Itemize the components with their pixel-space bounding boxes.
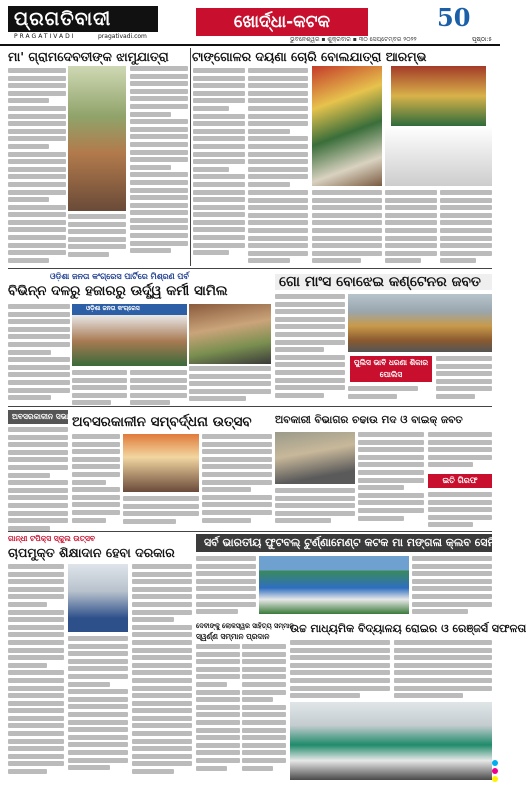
story-2-text-col-5	[385, 190, 437, 266]
story-7-photo-seizure	[275, 432, 355, 484]
story-11-photo-students	[290, 702, 492, 780]
newspaper-logo: ପ୍ରଗତିବାଦୀ	[8, 6, 158, 32]
story-3-photo-crowd	[189, 304, 271, 364]
story-11-text-col-1	[290, 640, 390, 700]
story-8-headline: ଚାପମୁକ୍ତ ଶିକ୍ଷାଦାନ ହେବା ଦରକାର	[8, 545, 175, 560]
story-1-text-col-3	[130, 66, 188, 266]
ojc-banner-text: ଓଡ଼ିଶା ଜନତା କଂଗ୍ରେସ	[86, 305, 140, 312]
anniversary-number: 50	[437, 3, 471, 32]
edition-banner: ଖୋର୍ଦ୍ଧା-କଟକ	[196, 8, 368, 36]
website-url: pragativadi.com	[98, 33, 147, 40]
story-3-text-col-1	[8, 304, 70, 404]
story-1-text-col-1	[8, 68, 66, 268]
story-9-photo-team	[259, 556, 409, 614]
story-9-text-col-1	[196, 556, 256, 616]
story-4-text-col-2	[348, 386, 418, 404]
story-10-text-col-2	[242, 644, 286, 780]
story-10-kicker: ଦେବୀଙ୍କୁ ଲୋକସ୍ୱର ସାହିତ୍ୟ ସମ୍ମାନ	[196, 622, 294, 630]
logo-subtitle: PRAGATIVADI	[14, 33, 76, 40]
story-4-red-highlight: ପୁଲିସ ଭାବି ଧରଣା ଶିକାର ପୋଲିସ	[350, 356, 432, 382]
anniversary-emblem	[437, 5, 491, 31]
horizontal-rule	[8, 406, 492, 407]
print-mark-magenta	[492, 768, 498, 774]
story-11-text-col-2	[394, 640, 492, 700]
story-6-text	[8, 427, 68, 529]
story-6-tag: ଅବସରକାଳୀନ ସଭା	[8, 410, 68, 424]
story-5-photo-felicitation	[123, 434, 199, 492]
story-8-text-col-2	[68, 636, 128, 780]
story-4-text-col-3	[436, 356, 492, 404]
story-8-text-col-3	[132, 564, 192, 780]
story-5-text-col-3	[202, 434, 272, 529]
story-1-photo-procession	[68, 66, 126, 211]
story-2-text-col-1	[193, 68, 245, 266]
story-7-text-col-2	[358, 432, 424, 529]
story-8-photo-school	[68, 564, 128, 632]
story-7-text-col-1	[275, 488, 355, 529]
story-10-text-col-1	[196, 644, 240, 780]
story-5-headline: ଅବସରକାଳୀନ ସମ୍ବର୍ଦ୍ଧନା ଉତ୍ସବ	[72, 414, 252, 430]
story-3-text-col-4	[189, 366, 271, 404]
story-2-headline: ଟାଙ୍ଗୋଳର ଦୟଣା ଚୋରି ବୋଲଯାତ୍ରା ଆରମ୍ଭ	[192, 49, 427, 64]
page-number: ପୃଷ୍ଠା:୫	[471, 36, 492, 43]
story-3-text-col-2	[72, 370, 127, 404]
story-3-photo-stage	[72, 304, 187, 366]
story-5-text-col-2	[123, 496, 199, 529]
story-4-text-col-1	[275, 294, 345, 404]
story-9-headline: ସର୍ବ ଭାରତୀୟ ଫୁଟବଲ୍ ଟୁର୍ଣ୍ଣାମେଣ୍ଟ କଟକ ମା ମଙ୍ଗଳା କ୍ଲବ ସେମିରେ	[196, 534, 492, 552]
story-4-headline: ଗୋ ମାଂସ ବୋଝେଇ କଣ୍ଟେନର ଜବତ	[275, 274, 492, 290]
story-5-text-col-1	[72, 434, 120, 529]
story-2-text-col-2	[248, 68, 308, 188]
story-2-text-col-3	[248, 190, 308, 266]
dateline: ଭୁବନେଶ୍ୱର ▪ ଶୁକ୍ରବାର ▪ ୩୦ ସେପ୍ଟେମ୍ବର ୨୦୨୨	[290, 36, 417, 43]
story-7-text-col-4	[428, 492, 492, 529]
story-1-headline: ମା' ଗ୍ରାମଦେବତୀଙ୍କ ଝାମୁଯାତ୍ରା	[8, 49, 169, 64]
story-2-photo-shrine	[385, 66, 492, 186]
story-8-text-col-1	[8, 564, 64, 780]
story-2-text-col-4	[312, 190, 382, 266]
story-7-text-col-3	[428, 432, 492, 472]
story-3-kicker: ଓଡ଼ିଶା ଜନତା କଂଗ୍ରେସ ପାର୍ଟିରେ ମିଶ୍ରଣ ପର୍ବ	[50, 272, 189, 281]
print-mark-cyan	[492, 760, 498, 766]
story-2-text-col-6	[440, 190, 492, 266]
story-1-text-col-2	[68, 214, 126, 266]
story-10-subhead: ସ୍ୱର୍ଣ୍ଣ ସମ୍ମାନ ପ୍ରଦାନ	[196, 632, 270, 641]
story-3-text-col-3	[130, 370, 187, 404]
column-rule	[190, 48, 191, 266]
story-4-photo-container	[348, 294, 492, 352]
story-8-kicker: ଗାନ୍ଧୀ ଟପିକ୍ସ ସ୍କୁଲ ଉତ୍ସବ	[8, 534, 95, 543]
story-11-headline: ଉଚ୍ଚ ମାଧ୍ୟମିକ ବିଦ୍ୟାଳୟ ରୋଇର ଓ ରେଞ୍ଜର୍ସ ସଫଳତା	[290, 622, 526, 635]
story-9-text-col-2	[412, 556, 492, 616]
story-3-headline: ବିଭିନ୍ନ ଦଳରୁ ହଜାରରୁ ଊର୍ଦ୍ଧ୍ୱ କର୍ମୀ ସାମିଲ	[8, 283, 228, 299]
story-7-headline: ଅବକାରୀ ବିଭାଗର ଚଢାଉ ମଦ ଓ ବାଇକ୍ ଜବତ	[275, 414, 463, 426]
story-2-photo-temple	[312, 66, 382, 186]
horizontal-rule	[8, 531, 492, 532]
masthead	[0, 0, 500, 46]
print-mark-yellow	[492, 776, 498, 782]
story-7-box-label: ଇତି ଗିରଫ	[428, 474, 492, 488]
horizontal-rule	[8, 268, 492, 269]
